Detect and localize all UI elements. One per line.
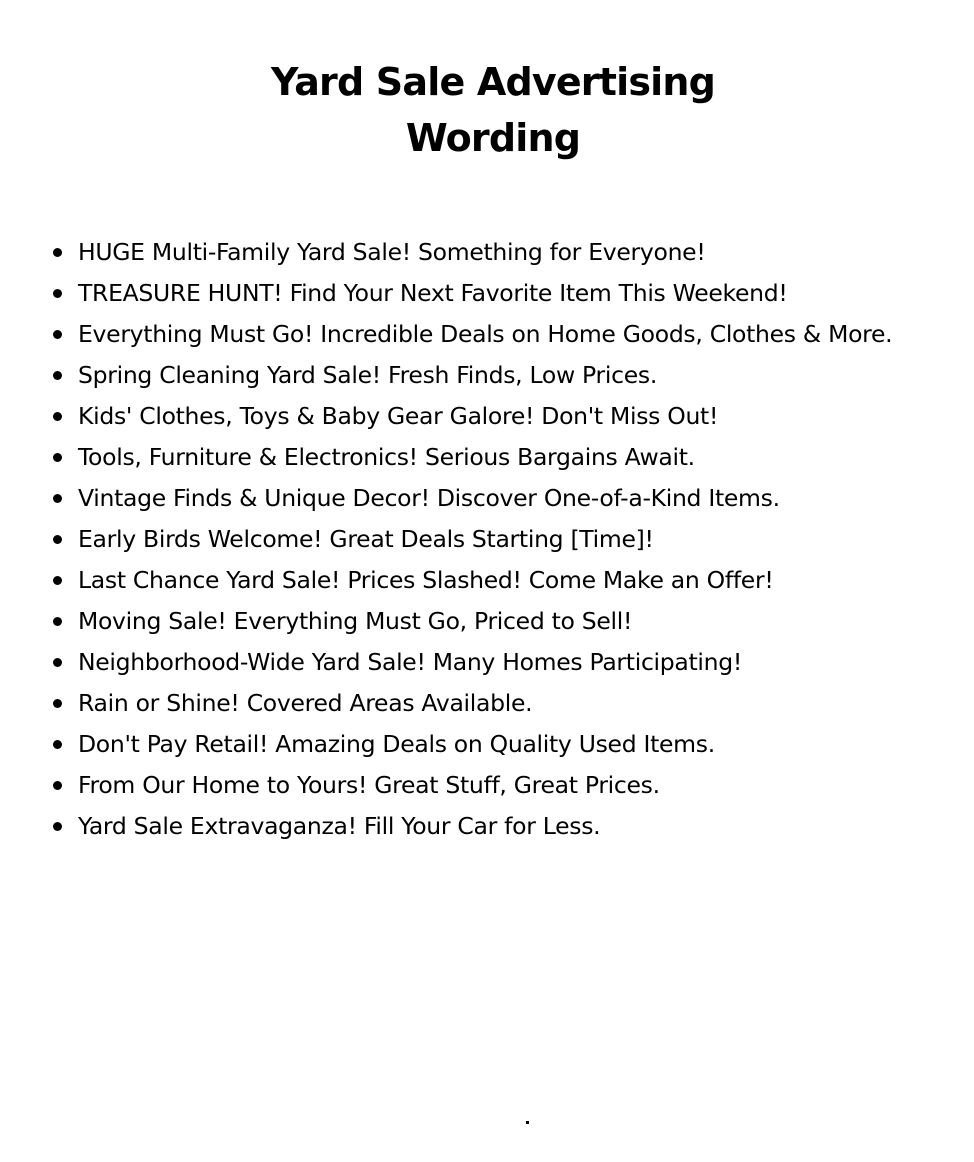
- bullet-icon: [53, 494, 62, 503]
- bullet-icon: [53, 699, 62, 708]
- bullet-icon: [53, 453, 62, 462]
- list-item: [0, 560, 892, 601]
- list-item: [0, 314, 892, 355]
- bullet-icon: [53, 289, 62, 298]
- bullet-icon: [53, 576, 62, 585]
- list-item-text: Yard Sale Extravaganza! Fill Your Car for Less.: [78, 812, 601, 840]
- list-item: [0, 355, 892, 396]
- list-item-text: Vintage Finds & Unique Decor! Discover One-of-a-Kind Items.: [78, 484, 780, 512]
- list-item-text: Don't Pay Retail! Amazing Deals on Quality Used Items.: [78, 730, 715, 758]
- list-item-text: Rain or Shine! Covered Areas Available.: [78, 689, 533, 717]
- list-item: [0, 519, 892, 560]
- page-title: [0, 54, 974, 166]
- page-title-line-2: Wording: [405, 116, 581, 160]
- bullet-icon: [53, 330, 62, 339]
- bullet-icon: [53, 658, 62, 667]
- list-item-text: Early Birds Welcome! Great Deals Starting [Time]!: [78, 525, 654, 553]
- list-item: [0, 601, 892, 642]
- list-item-text: Spring Cleaning Yard Sale! Fresh Finds, Low Prices.: [78, 361, 657, 389]
- list-item: [0, 273, 892, 314]
- list-item-text: TREASURE HUNT! Find Your Next Favorite Item This Weekend!: [78, 279, 788, 307]
- list-item: [0, 437, 892, 478]
- bullet-icon: [53, 412, 62, 421]
- stray-dot: [526, 1121, 529, 1124]
- bullet-icon: [53, 781, 62, 790]
- list-item: [0, 806, 892, 847]
- list-item: [0, 478, 892, 519]
- list-item-text: Moving Sale! Everything Must Go, Priced to Sell!: [78, 607, 633, 635]
- bullet-icon: [53, 822, 62, 831]
- list-item-text: Kids' Clothes, Toys & Baby Gear Galore! Don't Miss Out!: [78, 402, 719, 430]
- list-item: [0, 683, 892, 724]
- list-item: [0, 724, 892, 765]
- list-item-text: From Our Home to Yours! Great Stuff, Great Prices.: [78, 771, 660, 799]
- bullet-icon: [53, 371, 62, 380]
- list-item-text: HUGE Multi-Family Yard Sale! Something for Everyone!: [78, 238, 706, 266]
- bullet-icon: [53, 740, 62, 749]
- list-item: [0, 765, 892, 806]
- list-item-text: Everything Must Go! Incredible Deals on Home Goods, Clothes & More.: [78, 320, 893, 348]
- list-item-text: Tools, Furniture & Electronics! Serious Bargains Await.: [78, 443, 695, 471]
- bullet-icon: [53, 617, 62, 626]
- bullet-icon: [53, 535, 62, 544]
- list-item: [0, 642, 892, 683]
- list-item-text: Neighborhood-Wide Yard Sale! Many Homes Participating!: [78, 648, 742, 676]
- list-item-text: Last Chance Yard Sale! Prices Slashed! Come Make an Offer!: [78, 566, 774, 594]
- list-item: [0, 232, 892, 273]
- wording-list: [0, 232, 892, 847]
- page-title-line-1: Yard Sale Advertising: [270, 60, 716, 104]
- bullet-icon: [53, 248, 62, 257]
- list-item: [0, 396, 892, 437]
